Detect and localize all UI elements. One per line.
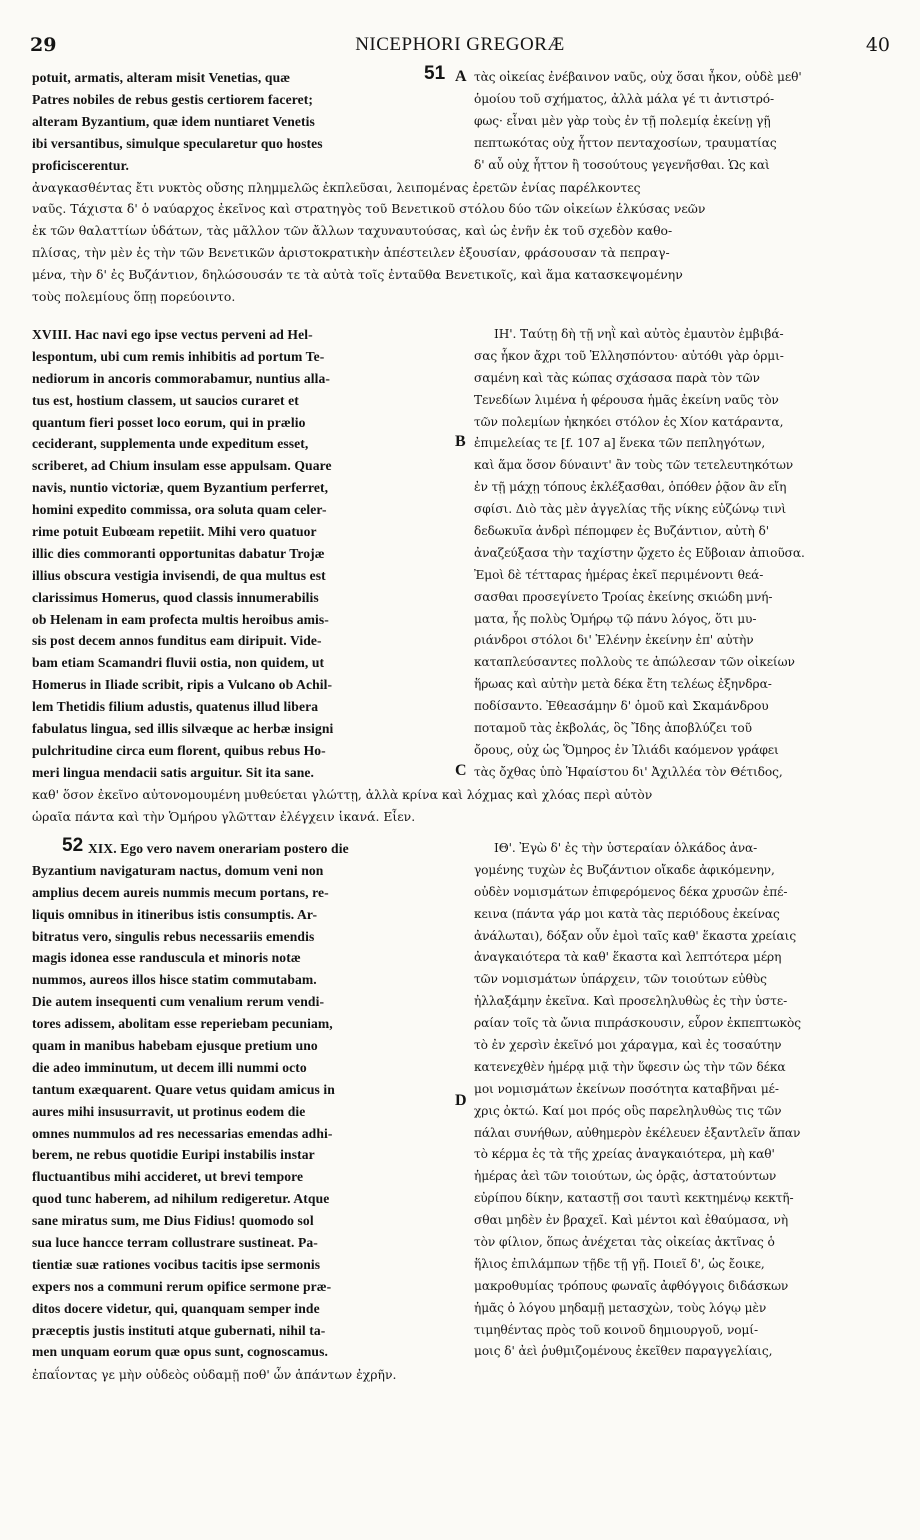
latin-text-line: nediorum in ancoris commorabamur, nuntius alla-: [32, 370, 331, 386]
greek-fullwidth-line: ὡραῖα πάντα καὶ τὴν Ὁμήρου γλῶτταν ἐλέγχειν ἱκανά. Εἶεν.: [32, 808, 416, 824]
page-number-right: 40: [865, 34, 890, 56]
greek-text-line: εὐρίπου δίκην, καταστῇ σοι ταυτὶ κεκτημένῳ κεκτῆ-: [474, 1191, 794, 1206]
latin-text-line: meri lingua mendacii satis arguitur. Sit ita sane.: [32, 764, 315, 780]
greek-fullwidth-line: μένα, τὴν δ' ἐς Βυζάντιον, δηλώσουσάν τε τὰ αὐτὰ τοῖς ἐνταῦθα Βενετικοῖς, καὶ ἅμα κατασκεψομένην: [32, 267, 683, 283]
latin-text-line: ceciderant, supplementa unde expeditum esset,: [32, 436, 309, 452]
latin-text-line: bitratus vero, singulis rebus necessariis emendis: [32, 928, 315, 944]
greek-text-line: καταπλεύσαντες πολλοὺς τε ἀπώλεσαν τῶν οἰκείων: [474, 655, 795, 670]
latin-text-line: homini expedito commissa, ora soluta quam celer-: [32, 502, 327, 518]
greek-text-line: σφίσι. Διὸ τὰς μὲν ἀγγελίας τῆς νίκης εὐζώνῳ τινὶ: [474, 502, 787, 517]
page-header: [30, 34, 890, 62]
latin-text-line: aures mihi insusurravit, ut protinus eodem die: [32, 1103, 306, 1119]
latin-column-s3: [32, 838, 450, 1363]
greek-text-line: τιμηθέντας πρὸς τοῦ κοινοῦ δημιουργοῦ, νομί-: [474, 1322, 759, 1337]
latin-text-line: quam in manibus habebam ejusque pretium uno: [32, 1038, 318, 1054]
greek-text-line: τὸ κέρμα ἐς τὰ τῆς χρείας ἀναγκαιότερα, μὴ καθ': [474, 1147, 775, 1162]
latin-text-line: illius obscura vestigia invisendi, de qua multus est: [32, 567, 326, 583]
greek-text-line: τῶν νομισμάτων ὑπάρχειν, τῶν τοιούτων εὐθὺς: [474, 972, 767, 987]
latin-text-line: ob Helenam in eam profecta multis heroibus amis-: [32, 611, 329, 627]
greek-text-line: ἡμέρας ἀεὶ τῶν τοιούτων, ὡς ὁρᾷς, ἀστατούντων: [474, 1169, 777, 1184]
latin-text-line: XIX. Ego vero navem onerariam postero die: [88, 841, 349, 856]
running-title: NICEPHORI GREGORÆ: [355, 34, 565, 55]
latin-text-line: die adeo imminutum, ut decem illi nummi octo: [32, 1059, 307, 1075]
greek-fullwidth-line: ἐπαΐοντας γε μὴν οὐδεὸς οὐδαμῇ ποθ' ὧν ἁπάντων ἐχρῆν.: [32, 1366, 397, 1382]
latin-text-line: tientiæ suæ rationes vocibus tacitis ipse sermonis: [32, 1256, 321, 1272]
greek-fullwidth-line: τοὺς πολεμίους ὅπῃ πορεύοιντο.: [32, 288, 236, 304]
greek-text-line: πάλαι συνήθων, αὐθημερὸν ἐκέλευεν ἐξαντλεῖν ἅπαν: [474, 1125, 801, 1140]
margin-marker-d: D: [455, 1092, 467, 1109]
greek-text-line: ἀναγκαιότερα τὰ καθ' ἕκαστα καὶ λεπτότερα μέρη: [474, 950, 782, 965]
greek-fullwidth-line: ναῦς. Τάχιστα δ' ὁ ναύαρχος ἐκεῖνος καὶ στρατηγὸς τοῦ Βενετικοῦ στόλου δύο τῶν οἰκείων ἑλκύσας νεῶν: [32, 201, 706, 217]
latin-text-line: potuit, armatis, alteram misit Venetias, quæ: [32, 70, 291, 85]
latin-text-line: quod tunc haberem, ad nihilum redigeretur. Atque: [32, 1191, 330, 1207]
chapter-number-51: 51: [424, 63, 446, 84]
latin-text-line: quantum fieri posset loco eorum, qui in prælio: [32, 414, 306, 430]
greek-text-line: καὶ ἅμα ὅσον δύναιντ' ἂν τοὺς τῶν τετελευτηκότων: [474, 458, 794, 473]
greek-text-line: ἥλιος ἐπιλάμπων τῇδε τῇ γῇ. Ποιεῖ δ', ὡς ἔοικε,: [474, 1256, 765, 1271]
greek-text-line: σθαι μηδὲν ἐν βραχεῖ. Καὶ μέντοι καὶ ἐθαύμασα, νὴ: [474, 1213, 789, 1228]
latin-text-line: men unquam eorum quæ opus sunt, cognoscamus.: [32, 1344, 328, 1360]
latin-text-line: Byzantium navigaturam nactus, domum veni non: [32, 862, 324, 878]
margin-marker-a: A: [455, 68, 467, 85]
greek-text-line: ἠλλαξάμην ἐκεῖνα. Καὶ προσεληλυθὼς ἐς τὴν ὑστε-: [474, 994, 788, 1009]
greek-text-line: ΙΘ'. Ἐγὼ δ' ἐς τὴν ὑστεραίαν ὁλκάδος ἀνα-: [494, 841, 758, 855]
latin-text-line: tantum exæquarent. Quare vetus quidam amicus in: [32, 1081, 335, 1097]
greek-text-line: κεινα (πάντα γάρ μοι κατὰ τὰς περιόδους ἐκείνας: [474, 906, 780, 921]
greek-text-line: τὸ ἐν χερσὶν ἐκεῖνό μοι χάραγμα, καὶ ἐς τοσαύτην: [474, 1038, 782, 1053]
greek-text-line: πεπτωκότας οὐχ ἧττον πενταχοσίων, τραυματίας: [474, 135, 777, 150]
latin-text-line: berem, ne rebus quotidie Euripi instabilis instar: [32, 1147, 315, 1163]
latin-text-line: ditos docere videtur, qui, quanquam semper inde: [32, 1300, 320, 1316]
latin-text-line: magis idonea esse randuscula et minoris notæ: [32, 950, 301, 966]
latin-text-line: rime potuit Eubœam repetiit. Mihi vero quatuor: [32, 524, 317, 540]
greek-text-line: σασθαι προσεγίνετο Τροίας ἐκείνης σκιώδη μνή-: [474, 589, 773, 604]
latin-text-line: sis post decem annos funditus eam diripuit. Vide-: [32, 633, 322, 649]
greek-text-line: ὄρους, οὐχ ὡς Ὅμηρος ἐν Ἰλιάδι καόμενον γράφει: [474, 742, 779, 757]
greek-text-line: ἡμᾶς ὁ λόγου μηδαμῇ μετασχὼν, τοὺς λόγῳ μὲν: [474, 1300, 767, 1315]
greek-text-line: τὸν φίλιον, ὅπως ἀνέχεται τὰς οἰκείας ἀκτῖνας ὁ: [474, 1235, 775, 1250]
latin-text-line: illic dies commoranti opportunitas dabatur Trojæ: [32, 545, 325, 561]
greek-column-s2: [474, 324, 892, 784]
greek-text-line: μοι νομισμάτων ἐκείνων ποσότητα καταβῆναι μέ-: [474, 1081, 779, 1096]
latin-text-line: præceptis justis instituti atque gubernati, nihil ta-: [32, 1322, 326, 1338]
latin-text-line: omnes nummulos ad res necessarias emendas adhi-: [32, 1125, 333, 1141]
greek-text-line: ραίαν τοῖς τὰ ὤνια πιπράσκουσιν, εὗρον ἐκπεπτωκὸς: [474, 1016, 802, 1031]
greek-text-line: τὰς ὄχθας ὑπὸ Ἡφαίστου δι' Ἀχιλλέα τὸν Θέτιδος,: [474, 764, 783, 779]
latin-text-line: Patres nobiles de rebus gestis certiorem faceret;: [32, 91, 313, 107]
latin-text-line: tores adissem, abolitam esse reperiebam pecuniam,: [32, 1016, 333, 1032]
latin-text-line: XVIII. Hac navi ego ipse vectus perveni ad Hel-: [32, 327, 313, 342]
greek-fullwidth-line: ἀναγκασθέντας ἔτι νυκτὸς οὔσης πλημμελῶς ἐκπλεῦσαι, λειπομένας ἐρετῶν ἐνίας παρέλκοντες: [32, 179, 641, 195]
latin-text-line: navis, nuntio victoriæ, quem Byzantium perferret,: [32, 480, 329, 496]
chapter-number-52: 52: [62, 835, 84, 856]
latin-text-line: sua luce hancce terram collustrare sustineat. Pa-: [32, 1235, 318, 1251]
greek-text-line: τῶν πολεμίων ἠκηκόει στόλον ἐς Χίον κατάραντα,: [474, 414, 784, 429]
greek-text-line: ὁμοίου τοῦ σχήματος, ἀλλὰ μάλα γέ τι ἀντιστρό-: [474, 91, 775, 106]
greek-text-line: τὰς οἰκείας ἐνέβαινον ναῦς, οὐχ ὅσαι ἦκον, οὐδὲ μεθ': [474, 70, 802, 84]
latin-text-line: fabulatus lingua, sed illis silvæque ac herbæ insigni: [32, 721, 334, 737]
greek-text-line: σαμένη καὶ τὰς κώπας σχάσασα παρὰ τὸν τῶν: [474, 370, 760, 385]
greek-text-line: ποταμοῦ τὰς ἐκβολάς, ὃς Ἴδης ἀποβλύζει τοῦ: [474, 721, 752, 736]
greek-text-line: χρις ὀκτώ. Καί μοι πρός οὓς παρεληλυθὼς τις τῶν: [474, 1103, 782, 1118]
greek-fullwidth-line: πλίσας, τὴν μὲν ἐς τὴν τῶν Βενετικῶν ἀριστοκρατικὴν ἀπέστειλεν ἐξουσίαν, φράσουσαν τὰ πεπραγ-: [32, 245, 670, 261]
latin-text-line: tus est, hostium classem, ut saucios curaret et: [32, 392, 299, 408]
latin-text-line: scriberet, ad Chium insulam esse appulsam. Quare: [32, 458, 332, 474]
greek-text-line: ἐν τῇ μάχῃ τόπους ἐκλέξασθαι, ὁπόθεν ῥᾷον ἂν εἴη: [474, 480, 787, 495]
latin-text-line: nummos, aureos illos hisce statim commutabam.: [32, 972, 317, 988]
latin-text-line: pulchritudine circa eum florent, quibus rebus Ho-: [32, 742, 326, 758]
greek-text-line: ποδίσαντο. Ἐθεασάμην δ' ὁμοῦ καὶ Σκαμάνδρου: [474, 699, 769, 714]
greek-text-line: ΙΗ'. Ταύτῃ δὴ τῇ νηῒ καὶ αὐτὸς ἐμαυτὸν ἐμβιβά-: [494, 327, 784, 341]
page-number-left: 29: [30, 34, 57, 56]
greek-text-line: ἀναζεύξασα τὴν ταχίστην ᾤχετο ἐς Εὔβοιαν ἀπιοῦσα.: [474, 545, 805, 560]
greek-text-line: οὐδὲν νομισμάτων ἐπιφερόμενος δέκα χρυσῶν ἐπέ-: [474, 884, 788, 899]
greek-text-line: δ' αὖ οὐχ ἧττον ἢ τοσούτους γεγενῆσθαι. Ὡς καὶ: [474, 157, 770, 172]
latin-text-line: Homerus in Iliade scribit, ripis a Vulcano ob Achil-: [32, 677, 333, 693]
margin-marker-c: C: [455, 762, 467, 779]
greek-text-line: ἥρωας καὶ αὐτὴν μετὰ δέκα ἔτη τελέως ἐξηνδρα-: [474, 677, 772, 692]
greek-fullwidth-s3: [32, 1364, 892, 1386]
greek-text-line: σας ἧκον ἄχρι τοῦ Ἑλλησπόντου· αὐτόθι γὰρ ὁρμι-: [474, 348, 784, 363]
greek-text-line: γομένης τυχὼν ἐς Βυζάντιον οἴκαδε ἀφικόμενην,: [474, 862, 775, 877]
greek-text-line: μοις δ' ἀεὶ ῥυθμιζομένους ἐκεῖθεν παραγγελίαις,: [474, 1344, 773, 1359]
greek-column-s3: [474, 838, 892, 1363]
greek-fullwidth-s1: [32, 177, 892, 308]
latin-text-line: lespontum, ubi cum remis inhibitis ad portum Te-: [32, 348, 325, 364]
margin-marker-b: B: [455, 433, 466, 450]
greek-text-line: Ἐμοὶ δὲ τέτταρας ἡμέρας ἐκεῖ περιμένοντι θεά-: [474, 567, 764, 582]
latin-text-line: liquis omnibus in itineribus istis consumptis. Ar-: [32, 906, 318, 922]
latin-column-s2: [32, 324, 450, 784]
latin-text-line: Die autem insequenti cum venalium rerum vendi-: [32, 994, 325, 1010]
greek-text-line: ἀνάλωται), δόξαν οὖν ἐμοὶ ταῖς καθ' ἕκαστα χρείαις: [474, 928, 797, 943]
greek-text-line: μακροθυμίας τρόπους φωναῖς ἀφθόγγοις διδάσκων: [474, 1278, 789, 1293]
latin-text-line: amplius decem aureis nummis mecum portans, re-: [32, 884, 329, 900]
latin-text-line: ibi versantibus, simulque specularetur quo hostes: [32, 135, 323, 151]
greek-text-line: ἐπιμελείας τε [f. 107 a] ἕνεκα τῶν πεπληγότων,: [474, 436, 766, 451]
latin-text-line: bam etiam Scamandri fluvii ostia, non quidem, ut: [32, 655, 325, 671]
greek-fullwidth-s2: [32, 784, 892, 828]
greek-text-line: δεδωκυῖα ἀνδρὶ πέπομφεν ἐς Βυζάντιον, αὐτὴ δ': [474, 524, 769, 539]
latin-text-line: expers nos a communi rerum opifice sermone præ-: [32, 1278, 332, 1294]
latin-text-line: proficiscerentur.: [32, 157, 129, 173]
greek-text-line: κατενεχθὲν ἡμέρᾳ μιᾷ τὴν ὕφεσιν ὡς τὴν τῶν δέκα: [474, 1059, 786, 1074]
latin-text-line: sane miratus sum, me Dius Fidius! quomodo sol: [32, 1213, 314, 1229]
latin-text-line: alteram Byzantium, quæ idem nuntiaret Venetis: [32, 113, 315, 129]
latin-text-line: fluctuantibus mihi accideret, ut brevi tempore: [32, 1169, 304, 1185]
latin-column-s1: [32, 67, 450, 176]
greek-column-s1: [474, 67, 892, 176]
greek-fullwidth-line: ἐκ τῶν θαλαττίων ὑδάτων, τὰς μᾶλλον τῶν ἄλλων ταχυναυτούσας, καὶ ὡς ἐνῆν ἐκ τοῦ σχεδὸν καθο-: [32, 223, 673, 239]
greek-text-line: ριάνδροι στόλοι δι' Ἑλένην ἐκείνην ἐπ' αὐτὴν: [474, 633, 754, 648]
greek-text-line: Τενεδίων λιμένα ἡ φέρουσα ἡμᾶς ἐκείνη ναῦς τὸν: [474, 392, 779, 407]
latin-text-line: lem Thetidis filium adustis, quatenus illud libera: [32, 699, 319, 715]
latin-text-line: clarissimus Homerus, quod classis innumerabilis: [32, 589, 319, 605]
greek-text-line: ματα, ἧς πολὺς Ὁμήρῳ τῷ πάνυ λόγος, ὅτι μυ-: [474, 611, 757, 626]
greek-text-line: φως· εἶναι μὲν γὰρ τοὺς ἐν τῇ πολεμίᾳ ἐκείνῃ γῇ: [474, 113, 771, 128]
greek-fullwidth-line: καθ' ὅσον ἐκεῖνο αὐτονομουμένη μυθεύεται γλώττῃ, ἀλλὰ κρίνα καὶ λόχμας καὶ χλόας περὶ αὐτὸν: [32, 786, 653, 802]
